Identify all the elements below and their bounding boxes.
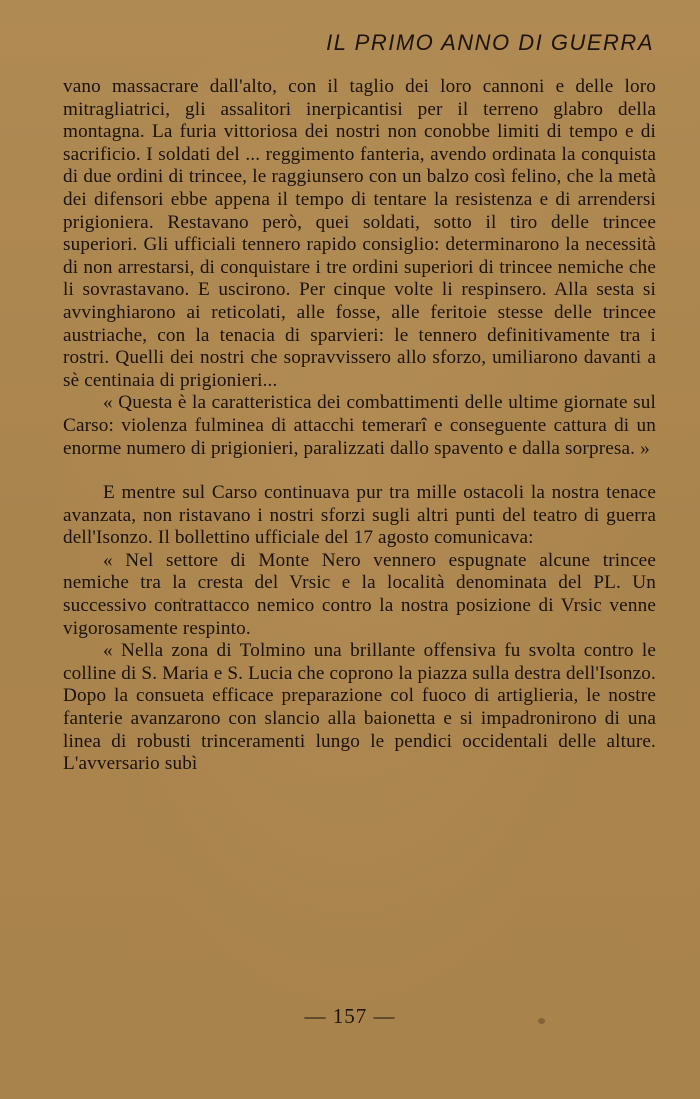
running-head: IL PRIMO ANNO DI GUERRA: [326, 30, 654, 55]
paragraph: vano massacrare dall'alto, con il taglio dei loro cannoni e delle loro mitragliatrici, gli assalitori inerpicantisi per il terreno glabro della montagna. La furia vittoriosa dei nostri non conobbe limiti di tempo e di sacrificio. I soldati del ... reggimento fanteria, avendo ordinata la conquista di due ordini di trincee, le raggiunsero con un balzo così felino, che la metà dei difensori ebbe appena il tempo di tentare la resistenza e di arrendersi prigioniera. Restavano però, quei soldati, sotto il tiro delle trincee superiori. Gli ufficiali tennero rapido consiglio: determinarono la necessità di non arrestarsi, di conquistare i tre ordini superiori di trincee nemiche che li sovrastavano. E uscirono. Per cinque volte li respinsero. Alla sesta si avvinghiarono ai reticolati, alle fosse, alle feritoie stesse delle trincee austriache, con la tenacia di sparvieri: le tennero definitivamente tra i rostri. Quelli dei nostri che sopravvissero allo sforzo, umiliarono davanti a sè centinaia di prigionieri...: [63, 76, 656, 391]
paragraph: « Nel settore di Monte Nero vennero espugnate alcune trincee nemiche tra la cresta del Vrsic e la località denominata del PL. Un successivo contrattacco nemico contro la nostra posizione di Vrsic venne vigorosamente respinto.: [63, 549, 656, 639]
paragraph: E mentre sul Carso continuava pur tra mille ostacoli la nostra tenace avanzata, non ristavano i nostri sforzi sugli altri punti del teatro di guerra dell'Isonzo. Il bollettino ufficiale del 17 agosto comunicava:: [63, 482, 656, 549]
paragraph: « Questa è la caratteristica dei combattimenti delle ultime giornate sul Carso: violenza fulminea di attacchi temerarî e conseguente cattura di un enorme numero di prigionieri, paralizzati dallo spavento e dalla sorpresa. »: [63, 392, 656, 459]
body-text: [63, 76, 656, 776]
page-number: — 157 —: [304, 1004, 396, 1028]
paragraph: « Nella zona di Tolmino una brillante offensiva fu svolta contro le colline di S. Maria e S. Lucia che coprono la piazza sulla destra dell'Isonzo. Dopo la consueta efficace preparazione col fuoco di artiglieria, le nostre fanterie avanzarono con slancio alla baionetta e si impadronirono di una linea di robusti trinceramenti lungo le pendici occidentali delle alture. L'avversario subì: [63, 640, 656, 775]
